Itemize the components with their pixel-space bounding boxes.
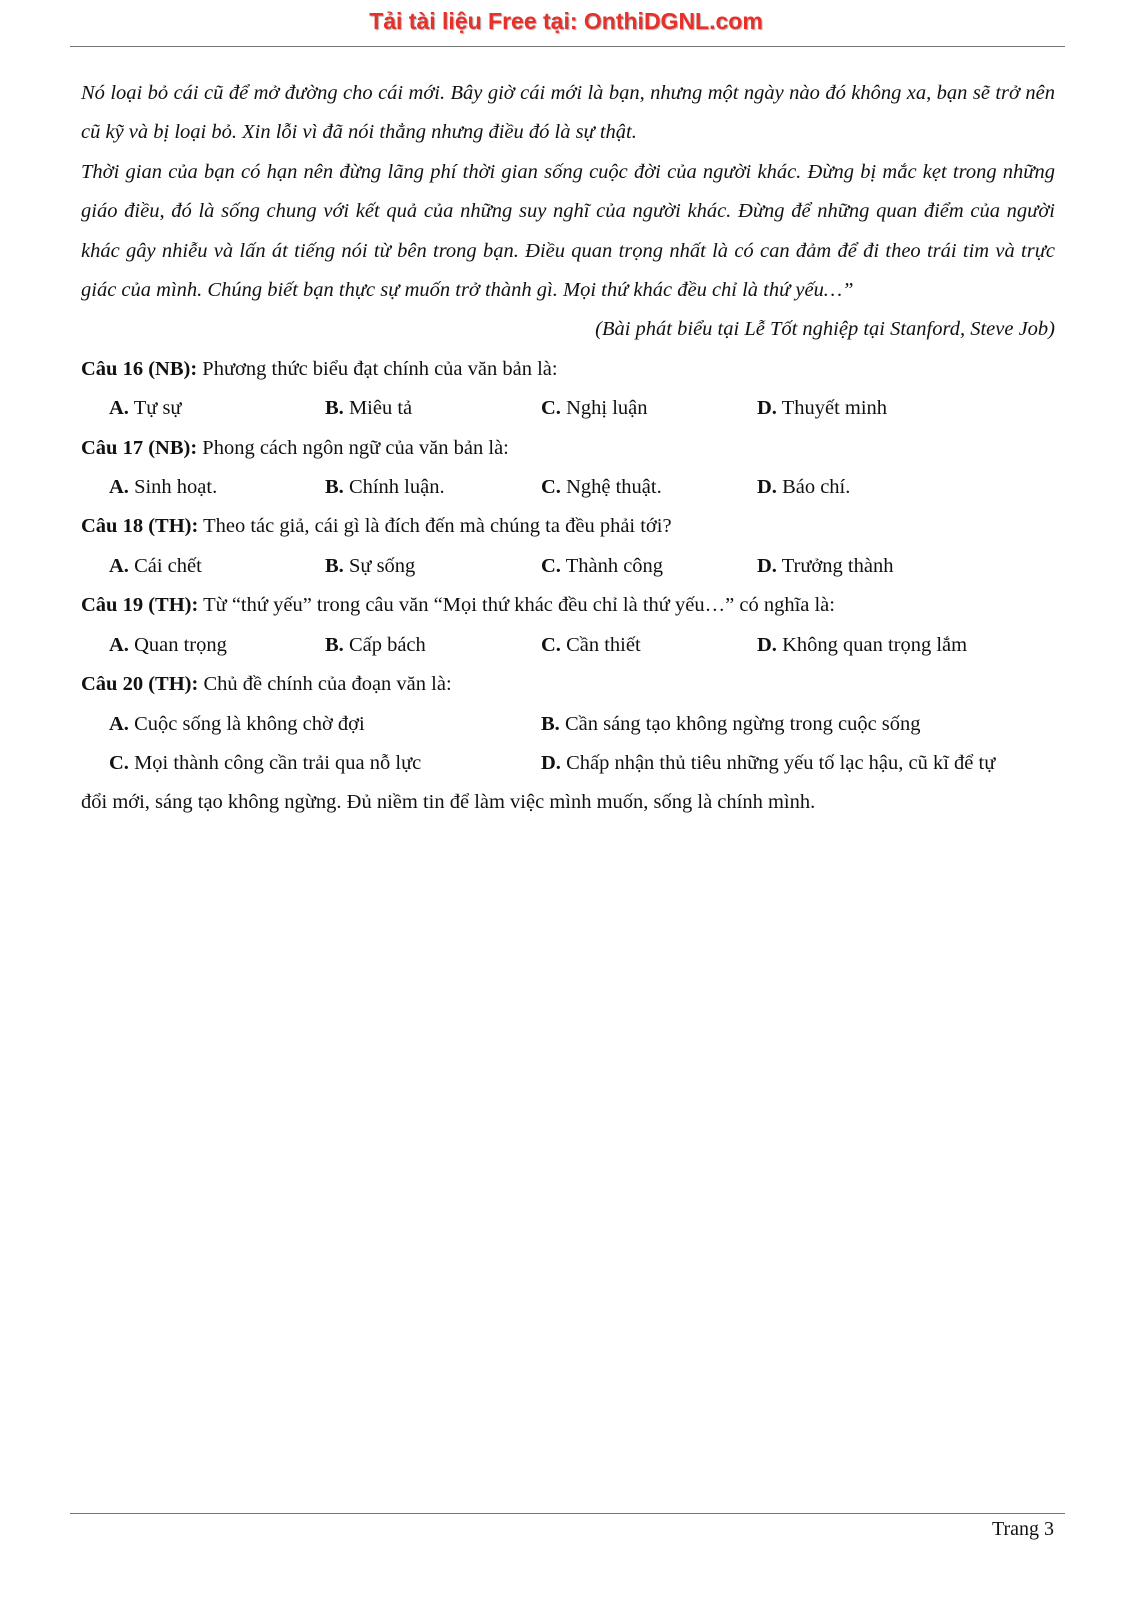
question-label: Câu 18 (TH): <box>81 515 199 538</box>
option-b: B. Cần sáng tạo không ngừng trong cuộc sống <box>541 712 921 735</box>
passage-paragraph-1: Nó loại bỏ cái cũ để mở đường cho cái mới. Bây giờ cái mới là bạn, nhưng một ngày nào đó không xa, bạn sẽ trở nên cũ kỹ và bị loại bỏ. Xin lỗi vì đã nói thẳng nhưng điều đó là sự thật. <box>81 82 1055 144</box>
question-text: Phương thức biểu đạt chính của văn bản là: <box>197 357 558 380</box>
option-c: C. Thành công <box>541 554 664 577</box>
question-text: Phong cách ngôn ngữ của văn bản là: <box>197 436 509 459</box>
option-c: C. Nghệ thuật. <box>541 476 662 499</box>
option-a: A. Cái chết <box>109 554 202 577</box>
option-d: D. Thuyết minh <box>757 397 888 420</box>
question-20-options-row-1 <box>81 705 1055 744</box>
passage-source: (Bài phát biểu tại Lễ Tốt nghiệp tại Stanford, Steve Job) <box>595 318 1055 341</box>
option-c: C. Mọi thành công cần trải qua nỗ lực <box>109 751 422 774</box>
option-b: B. Sự sống <box>325 554 416 577</box>
question-label: Câu 17 (NB): <box>81 436 198 459</box>
passage-paragraph-2: Thời gian của bạn có hạn nên đừng lãng phí thời gian sống cuộc đời của người khác. Đừng bị mắc kẹt trong những giáo điều, đó là sống chung với kết quả của những suy nghĩ của người khác. Đừng để những quan điểm của người khác gây nhiễu và lấn át tiếng nói từ bên trong bạn. Điều quan trọng nhất là có can đảm để đi theo trái tim và trực giác của mình. Chúng biết bạn thực sự muốn trở thành gì. Mọi thứ khác đều chỉ là thứ yếu…” <box>81 160 1055 302</box>
question-17-options <box>81 468 1055 507</box>
option-d: D. Trưởng thành <box>757 554 894 577</box>
option-a: A. Sinh hoạt. <box>109 476 218 499</box>
option-b: B. Chính luận. <box>325 476 445 499</box>
question-19-options <box>81 626 1055 665</box>
question-text: Từ “thứ yếu” trong câu văn “Mọi thứ khác đều chỉ là thứ yếu…” có nghĩa là: <box>198 594 835 617</box>
option-a: A. Quan trọng <box>109 633 227 656</box>
option-c: C. Nghị luận <box>541 397 648 420</box>
document-body <box>81 74 1055 823</box>
question-18 <box>81 507 1055 546</box>
question-18-options <box>81 547 1055 586</box>
option-b: B. Miêu tả <box>325 397 413 420</box>
option-b: B. Cấp bách <box>325 633 426 656</box>
question-19 <box>81 586 1055 625</box>
question-16-options <box>81 389 1055 428</box>
header-divider <box>70 46 1065 47</box>
option-a: A. Cuộc sống là không chờ đợi <box>109 712 365 735</box>
page-header-title: Tải tài liệu Free tại: OnthiDGNL.com <box>369 8 763 34</box>
footer-divider <box>70 1513 1065 1514</box>
question-label: Câu 20 (TH): <box>81 673 199 696</box>
option-d: D. Báo chí. <box>757 476 851 499</box>
question-label: Câu 19 (TH): <box>81 594 199 617</box>
question-17 <box>81 429 1055 468</box>
option-c: C. Cần thiết <box>541 633 641 656</box>
question-20 <box>81 665 1055 704</box>
option-a: A. Tự sự <box>109 397 182 420</box>
page-number: Trang 3 <box>991 1518 1054 1540</box>
question-label: Câu 16 (NB): <box>81 357 198 380</box>
question-20-options-row-2 <box>81 744 1055 783</box>
option-d-continuation: đổi mới, sáng tạo không ngừng. Đủ niềm tin để làm việc mình muốn, sống là chính mình. <box>81 791 816 814</box>
option-d: D. Không quan trọng lắm <box>757 633 968 656</box>
option-d: D. Chấp nhận thủ tiêu những yếu tố lạc hậu, cũ kĩ để tự <box>541 751 996 774</box>
question-16 <box>81 350 1055 389</box>
question-text: Chủ đề chính của đoạn văn là: <box>198 673 452 696</box>
question-text: Theo tác giả, cái gì là đích đến mà chúng ta đều phải tới? <box>198 515 672 538</box>
